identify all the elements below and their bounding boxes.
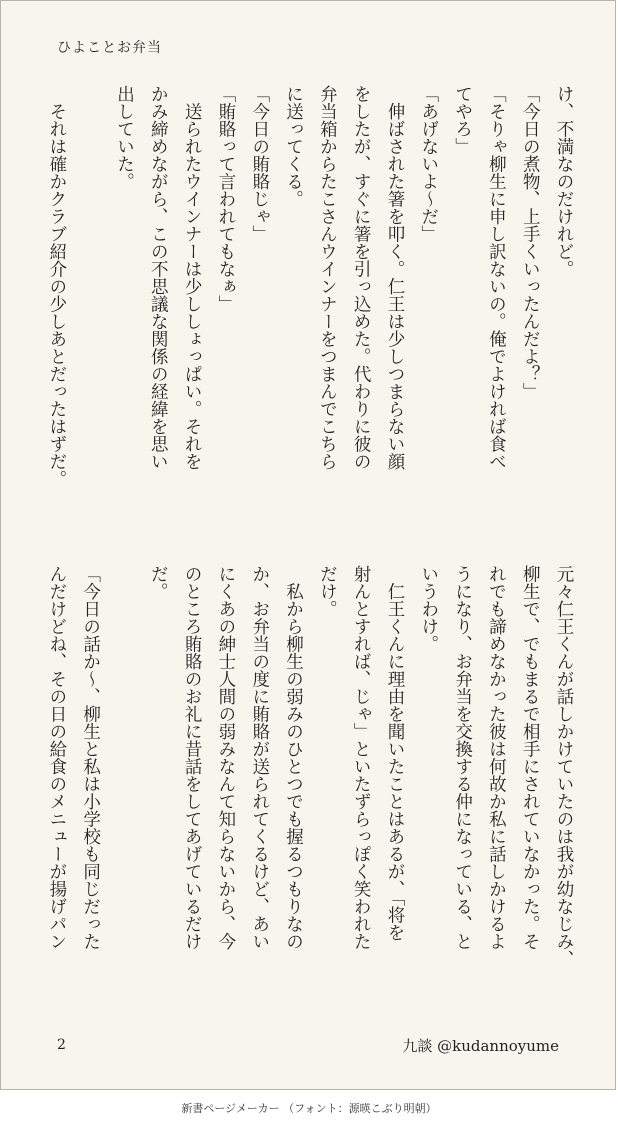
text-column: 送られたウインナーは少ししょっぱい。それを (182, 85, 203, 470)
text-column: てやろ」 (452, 85, 473, 155)
text-column: んだけどね、その日の給食のメニューが揚げパン (46, 565, 67, 950)
text-column: れでも諦めなかった彼は何故か私に話しかけるよ (486, 565, 507, 950)
page-number: 2 (57, 1037, 66, 1053)
author-credit: 九談 @kudannoyume (402, 1037, 559, 1055)
text-column: 柳生で、でもまるで相手にされていなかった。そ (520, 565, 541, 950)
generator-credit: 新書ページメーカー （フォント：源暎こぶり明朝） (181, 1102, 437, 1115)
text-column-blank (113, 565, 136, 1005)
text-column: 元々仁王くんが話しかけていたのは我が幼なじみ、 (554, 565, 574, 968)
text-column: それは確かクラブ紹介の少しあとだったはずだ。 (46, 85, 67, 488)
text-column: 弁当箱からたこさんウインナーをつまんでこちら (317, 85, 338, 470)
text-column: 「今日の賄賂じゃ」 (249, 85, 270, 243)
text-column: いうわけ。 (418, 565, 439, 653)
text-column: にくあの紳士人間の弱みなんて知らないから、今 (215, 565, 236, 950)
text-column: 「今日の話か〜、柳生と私は小学校も同じだった (80, 565, 101, 950)
text-column: 「賄賂って言われてもなぁ」 (215, 85, 236, 313)
text-column: 「今日の煮物、上手くいったんだよ？」 (520, 85, 541, 400)
text-column: をしたが、すぐに箸を引っ込めた。代わりに彼の (351, 85, 372, 470)
text-column: 仁王くんに理由を聞いたことはあるが、「将を (384, 565, 405, 942)
text-column: け、不満なのだけれど。 (554, 85, 574, 278)
text-column: 射んとすれば、じゃ」といたずらっぽく笑われた (351, 565, 372, 950)
text-column: だけ。 (317, 565, 338, 618)
text-block-top (45, 85, 575, 525)
text-column: かみ締めながら、この不思議な関係の経緯を思い (148, 85, 169, 470)
text-column: か、お弁当の度に賄賂が送られてくるけど、あい (249, 565, 270, 950)
text-column: うになり、お弁当を交換する仲になっている、と (452, 565, 473, 950)
running-header-title: ひよことお弁当 (57, 40, 162, 56)
text-column: 「あげないよ〜だ」 (418, 85, 439, 243)
text-column: 出していた。 (114, 85, 135, 190)
text-column: 伸ばされた箸を叩く。仁王は少しつまらない顔 (384, 85, 405, 470)
text-column: のところ賄賂のお礼に昔話をしてあげているだけ (182, 565, 203, 950)
text-column: に送ってくる。 (283, 85, 304, 208)
text-column-blank (79, 85, 102, 525)
text-column: だ。 (148, 565, 169, 600)
text-column: 私から柳生の弱みのひとつでも握るつもりなの (283, 565, 304, 950)
text-block-bottom (45, 565, 575, 1005)
text-column: 「そりゃ柳生に申し訳ないの。俺でよければ食べ (486, 85, 507, 470)
